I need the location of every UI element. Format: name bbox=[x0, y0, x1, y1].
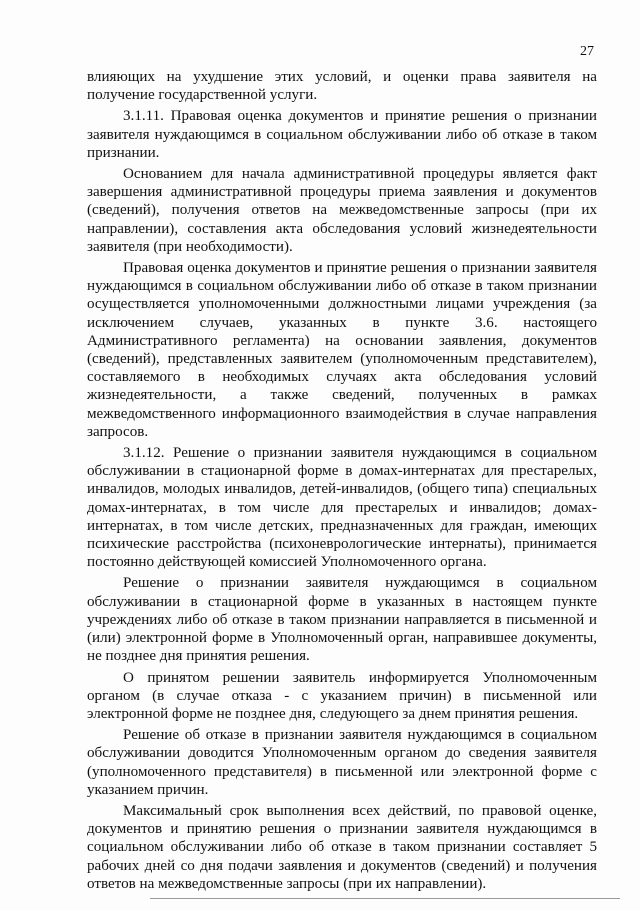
paragraph-continuation: влияющих на ухудшение этих условий, и оценки права заявителя на получение государственной услуги. bbox=[87, 69, 597, 104]
page-number: 27 bbox=[580, 44, 594, 59]
paragraph-max-term: Максимальный срок выполнения всех действий, по правовой оценке, документов и принятию решения о признании заявителя нуждающимся в социальном обслуживании либо об отказе в таком признании составляет 5 рабочих дней со дня подачи заявления и документов (сведений) и получения ответов на межведомственные запросы (при их направлении). bbox=[87, 802, 597, 892]
page-body bbox=[87, 68, 597, 893]
paragraph-refusal-notice: Решение об отказе в признании заявителя нуждающимся в социальном обслуживании доводится Уполномоченным органом до сведения заявителя (уполномоченного представителя) в письменной или электронной форме с указанием причин. bbox=[87, 727, 597, 798]
paragraph-legal-assessment: Правовая оценка документов и принятие решения о признании заявителя нуждающимся в социальном обслуживании либо об отказе в таком признании осуществляется уполномоченными должностными лицами учреждения (за исключением случаев, указанных в пункте 3.6. настоящего Административного регламента) на основании заявления, документов (сведений), представленных заявителем (уполномоченным представителем), составляемого в необходимых случаях акта обследования условий жизнедеятельности, а также сведений, полученных в рамках межведомственного информационного взаимодействия в случае направления запросов. bbox=[87, 260, 597, 440]
paragraph-decision-sending: Решение о признании заявителя нуждающимся в социальном обслуживании в стационарной форме в указанных в настоящем пункте учреждениях либо об отказе в таком признании направляется в письменной и (или) электронной форме в Уполномоченный орган, направившее документы, не позднее дня принятия решения. bbox=[87, 575, 597, 665]
paragraph-applicant-informing: О принятом решении заявитель информируется Уполномоченным органом (в случае отказа - с указанием причин) в письменной или электронной форме не позднее дня, следующего за днем принятия решения. bbox=[87, 669, 597, 722]
paragraph-3-1-11-heading: 3.1.11. Правовая оценка документов и принятие решения о признании заявителя нуждающимся в социальном обслуживании либо об отказе в таком признании. bbox=[87, 108, 597, 161]
paragraph-3-1-12-decision: 3.1.12. Решение о признании заявителя нуждающимся в социальном обслуживании в стационарной форме в домах-интернатах для престарелых, инвалидов, молодых инвалидов, детей-инвалидов, (общего типа) специальных домах-интернатах, в том числе для престарелых и инвалидов; домах-интернатах, в том числе детских, предназначенных для граждан, имеющих психические расстройства (психоневрологические интернаты), принимается постоянно действующей комиссией Уполномоченного органа. bbox=[87, 445, 597, 571]
paragraph-procedure-basis: Основанием для начала административной процедуры является факт завершения административной процедуры приема заявления и документов (сведений), получения ответов на межведомственные запросы (при их направлении), составления акта обследования условий жизнедеятельности заявителя (при необходимости). bbox=[87, 166, 597, 255]
scan-bottom-edge-line bbox=[150, 898, 620, 899]
